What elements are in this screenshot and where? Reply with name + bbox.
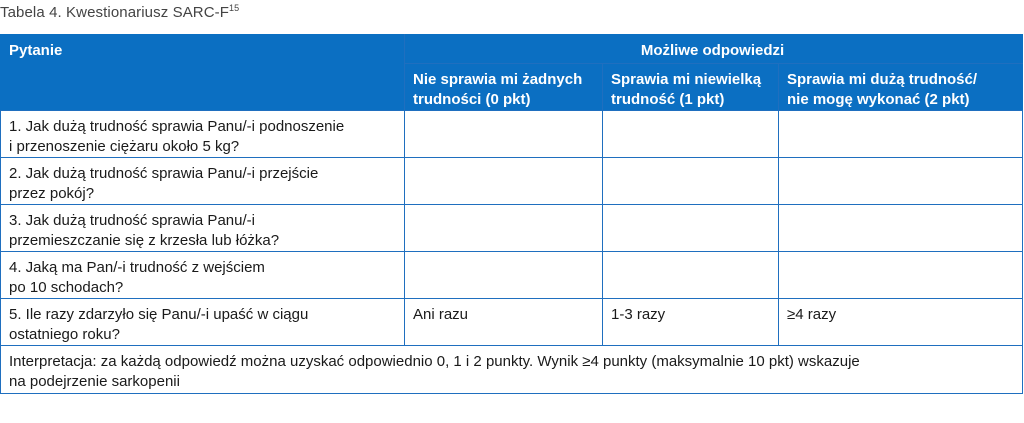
answer-cell-0: Ani razu xyxy=(405,299,603,346)
header-answer-0-line1: Nie sprawia mi żadnych xyxy=(413,71,583,88)
header-answer-1 xyxy=(603,64,779,111)
answer-cell-0 xyxy=(405,252,603,299)
question-line2: przez pokój? xyxy=(9,185,95,202)
header-answers-group xyxy=(405,35,1023,64)
question-line1: 2. Jak dużą trudność sprawia Panu/-i przejście xyxy=(9,165,319,182)
table-caption xyxy=(0,4,239,21)
answer-cell-0 xyxy=(405,205,603,252)
answer-cell-1 xyxy=(603,111,779,158)
question-line2: i przenoszenie ciężaru około 5 kg? xyxy=(9,138,240,155)
question-cell xyxy=(1,299,405,346)
header-answer-1-line1: Sprawia mi niewielką xyxy=(611,71,762,88)
header-answer-2-line2: nie mogę wykonać (2 pkt) xyxy=(787,91,970,108)
header-question xyxy=(1,35,405,111)
header-question-label: Pytanie xyxy=(9,42,63,59)
interpretation-line2: na podejrzenie sarkopenii xyxy=(9,373,180,390)
header-answer-1-line2: trudność (1 pkt) xyxy=(611,91,725,108)
answer-cell-1: 1-3 razy xyxy=(603,299,779,346)
question-cell xyxy=(1,205,405,252)
answer-cell-2 xyxy=(779,158,1023,205)
answer-cell-1 xyxy=(603,158,779,205)
question-line2: przemieszczanie się z krzesła lub łóżka? xyxy=(9,232,280,249)
question-line1: 1. Jak dużą trudność sprawia Panu/-i podnoszenie xyxy=(9,118,345,135)
header-answer-2-line1: Sprawia mi dużą trudność/ xyxy=(787,71,978,88)
answer-cell-1 xyxy=(603,252,779,299)
question-line2: ostatniego roku? xyxy=(9,326,120,343)
table-row xyxy=(1,252,1023,299)
question-line1: 3. Jak dużą trudność sprawia Panu/-i xyxy=(9,212,255,229)
answer-cell-1 xyxy=(603,205,779,252)
header-answer-0-line2: trudności (0 pkt) xyxy=(413,91,531,108)
answer-cell-2: ≥4 razy xyxy=(779,299,1023,346)
question-line2: po 10 schodach? xyxy=(9,279,124,296)
caption-reference: 15 xyxy=(229,3,240,13)
table-row xyxy=(1,111,1023,158)
table-row xyxy=(1,205,1023,252)
interpretation-row xyxy=(1,346,1023,394)
header-answer-2 xyxy=(779,64,1023,111)
question-line1: 4. Jaką ma Pan/-i trudność z wejściem xyxy=(9,259,265,276)
table-row xyxy=(1,299,1023,346)
interpretation-line1: Interpretacja: za każdą odpowiedź można uzyskać odpowiednio 0, 1 i 2 punkty. Wynik ≥4 punkty (maksymalnie 10 pkt) wskazuje xyxy=(9,353,860,370)
question-cell xyxy=(1,252,405,299)
question-cell xyxy=(1,111,405,158)
answer-cell-2 xyxy=(779,111,1023,158)
answer-cell-2 xyxy=(779,252,1023,299)
table-row xyxy=(1,158,1023,205)
header-answer-0 xyxy=(405,64,603,111)
question-line1: 5. Ile razy zdarzyło się Panu/-i upaść w ciągu xyxy=(9,306,309,323)
interpretation-cell xyxy=(1,346,1023,394)
answer-cell-0 xyxy=(405,158,603,205)
answer-cell-0 xyxy=(405,111,603,158)
question-cell xyxy=(1,158,405,205)
caption-text: Tabela 4. Kwestionariusz SARC-F xyxy=(0,4,230,21)
header-answers-group-label: Możliwe odpowiedzi xyxy=(640,42,785,59)
header-row-top xyxy=(1,35,1023,64)
answer-cell-2 xyxy=(779,205,1023,252)
sarc-f-table xyxy=(0,34,1023,394)
